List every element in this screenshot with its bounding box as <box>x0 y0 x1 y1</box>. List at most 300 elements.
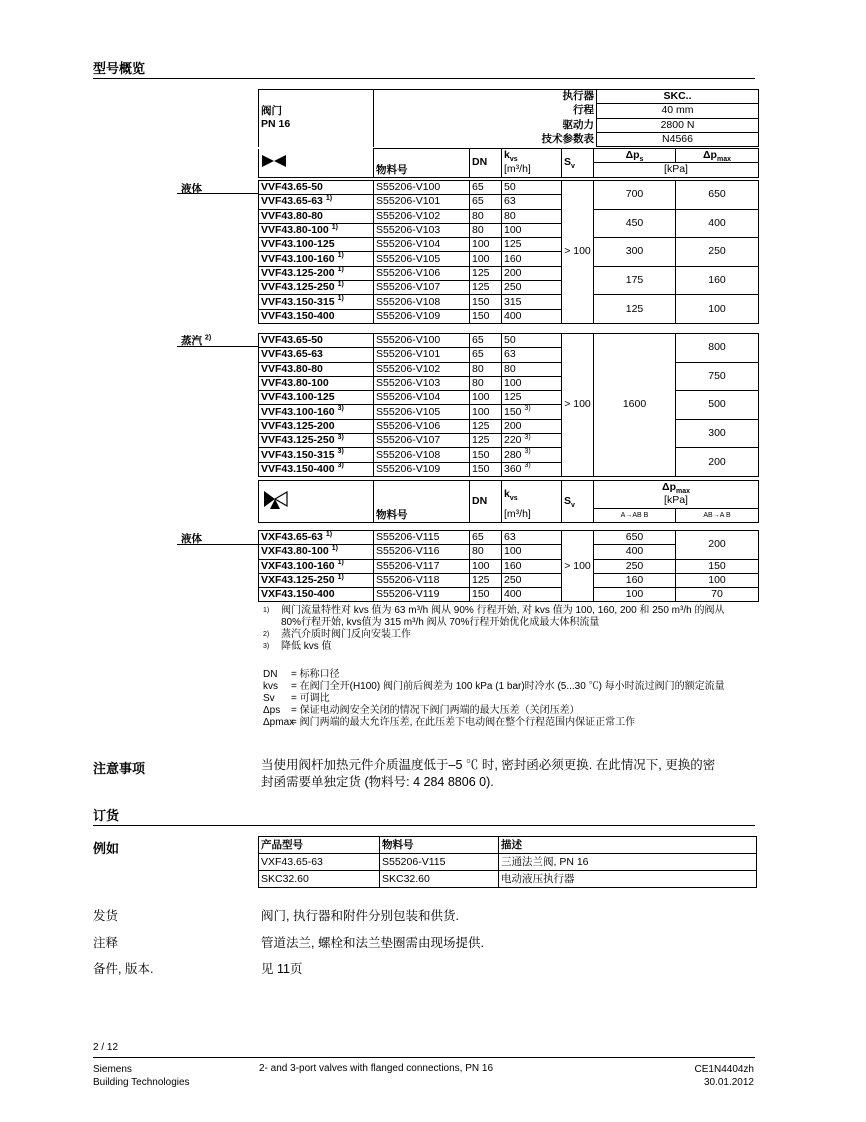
type-code: VVF43.150-400 <box>261 462 335 475</box>
dn-col-header: DN <box>470 149 502 178</box>
dn-value: 100 <box>470 559 502 573</box>
type-footnote-mark: 3) <box>337 405 344 413</box>
type-cell <box>259 266 374 280</box>
kvs-value: 360 <box>504 462 522 475</box>
kvs-value: 50 <box>504 181 516 194</box>
type-cell <box>259 531 374 545</box>
steam-label-sup: 2) <box>204 334 212 342</box>
three-way-valve-icon <box>261 488 291 510</box>
dn-value: 100 <box>470 252 502 266</box>
dpmax-ab-a-value: 150 <box>676 559 759 573</box>
order-cell: S55206-V115 <box>380 854 499 871</box>
dps-value: 175 <box>594 266 676 295</box>
type-footnote-mark: 1) <box>331 544 338 552</box>
kvs-cell <box>502 419 562 433</box>
dpmax-ab-a-value: 100 <box>676 573 759 587</box>
kvs-subscript: vs <box>509 156 518 163</box>
type-code: VVF43.80-100 <box>261 224 329 237</box>
dps-value: 300 <box>594 238 676 267</box>
legend-text: = 标称口径 <box>291 669 340 680</box>
type-cell <box>259 419 374 433</box>
type-code: VVF43.100-160 <box>261 405 335 418</box>
info-text: 管道法兰, 螺栓和法兰垫圈需由现场提供. <box>261 936 484 950</box>
type-code: VVF43.150-400 <box>261 309 335 322</box>
order-cell: 三通法兰阀, PN 16 <box>499 854 757 871</box>
table-row <box>259 238 759 252</box>
footnote-1 <box>263 605 753 629</box>
stroke-value: 40 mm <box>597 104 759 118</box>
dn-value: 125 <box>470 266 502 280</box>
dps-col-header <box>594 149 676 163</box>
type-code: VVF43.100-160 <box>261 252 335 265</box>
footnote-3 <box>263 641 753 653</box>
material-number: S55206-V104 <box>374 391 470 405</box>
two-way-liquid-table <box>258 180 759 324</box>
table-row <box>259 334 759 348</box>
port-ab-label: AB <box>632 511 642 519</box>
kvs-cell <box>502 295 562 309</box>
kvs-cell <box>502 209 562 223</box>
kvs-cell <box>502 309 562 323</box>
kvs-value: 315 <box>504 295 522 308</box>
kvs-value: 160 <box>504 252 522 265</box>
material-number: S55206-V108 <box>374 295 470 309</box>
kvs-value: 250 <box>502 573 562 587</box>
kvs-unit-3way: [m³/h] <box>502 508 562 522</box>
dps-value: 450 <box>594 209 676 238</box>
material-number: S55206-V101 <box>374 348 470 362</box>
dpmax-value: 160 <box>676 266 759 295</box>
legend-text: = 保证电动阀安全关闭的情况下阀门两端的最大压差（关闭压差） <box>291 705 580 716</box>
footer-company1: Siemens <box>93 1064 132 1075</box>
table-row <box>259 295 759 309</box>
legend <box>263 669 763 729</box>
kvs-value: 50 <box>504 334 516 347</box>
type-cell <box>259 462 374 476</box>
two-way-col-header <box>258 148 759 178</box>
port-a-label-2: A <box>719 511 725 519</box>
material-number: S55206-V104 <box>374 238 470 252</box>
kvs-value: 100 <box>502 545 562 559</box>
kvs-cell <box>502 238 562 252</box>
force-label: 驱动力 <box>374 118 597 132</box>
notes-heading: 注意事项 <box>93 761 146 776</box>
type-cell <box>259 434 374 448</box>
type-code: VVF43.65-63 <box>261 195 323 208</box>
material-col-header: 物料号 <box>374 149 470 178</box>
footnote-2-mark: 2) <box>263 631 270 638</box>
type-cell <box>259 252 374 266</box>
type-code: VXF43.65-63 <box>261 531 323 544</box>
type-code: VVF43.125-200 <box>261 419 335 432</box>
kvs-cell <box>502 195 562 209</box>
legend-row <box>263 693 763 705</box>
table-row <box>259 871 757 888</box>
type-cell <box>259 295 374 309</box>
type-cell <box>259 545 374 559</box>
footnote-1-mark: 1) <box>263 607 270 614</box>
type-cell <box>259 559 374 573</box>
type-cell <box>259 348 374 362</box>
type-cell <box>259 309 374 323</box>
type-code: VVF43.125-250 <box>261 434 335 447</box>
dn-value: 125 <box>470 419 502 433</box>
kvs-value: 125 <box>504 391 522 404</box>
dpmax-a-ab-value: 400 <box>594 545 676 559</box>
table-row <box>259 391 759 405</box>
dps-value: 700 <box>594 181 676 210</box>
dn-value: 150 <box>470 588 502 602</box>
sv-col-header-3way <box>562 481 594 523</box>
type-footnote-mark: 1) <box>337 559 344 567</box>
kvs-value: 160 <box>502 559 562 573</box>
sv-subscript: v <box>571 163 575 171</box>
type-cell <box>259 588 374 602</box>
dpmax-ab-a-value: 200 <box>676 531 759 560</box>
dn-col-header-3way: DN <box>470 481 502 523</box>
type-footnote-mark: 1) <box>337 280 344 288</box>
footer-doc-id: CE1N4404zh <box>694 1064 754 1075</box>
two-way-steam-table <box>258 333 759 477</box>
kvs-cell <box>502 448 562 462</box>
actuator-label: 执行器 <box>374 90 597 104</box>
kvs-value: 400 <box>502 588 562 602</box>
kvs-value: 125 <box>504 238 522 251</box>
dn-value: 150 <box>470 295 502 309</box>
kvs-footnote-mark: 3) <box>524 462 531 470</box>
type-footnote-mark: 1) <box>325 194 333 202</box>
header-table <box>258 89 759 147</box>
dpmax-3way-subscript: max <box>675 488 690 495</box>
port-ab-a-diagram: AB→A B <box>676 508 759 522</box>
kvs-value: 63 <box>504 348 516 361</box>
material-number: S55206-V102 <box>374 362 470 376</box>
type-footnote-mark: 1) <box>337 266 344 274</box>
kvs-cell <box>502 391 562 405</box>
liquid-label-rule <box>177 193 258 194</box>
dn-value: 125 <box>470 573 502 587</box>
kvs-cell <box>502 434 562 448</box>
liquid-label-3way: 液体 <box>181 533 202 545</box>
type-footnote-mark: 1) <box>337 295 344 303</box>
type-code: VVF43.80-100 <box>261 377 329 390</box>
dpmax-value: 100 <box>676 295 759 324</box>
dn-value: 150 <box>470 462 502 476</box>
dn-value: 65 <box>470 531 502 545</box>
table-row <box>259 209 759 223</box>
dpmax-value: 750 <box>676 362 759 391</box>
kvs-symbol-3way: k <box>504 488 510 501</box>
material-number: S55206-V107 <box>374 434 470 448</box>
force-value: 2800 N <box>597 118 759 132</box>
sv-value: > 100 <box>562 531 594 602</box>
legend-symbol: Δpmax <box>263 717 295 728</box>
kvs-cell <box>502 223 562 237</box>
valve-pn-cell <box>259 90 374 147</box>
footer-date: 30.01.2012 <box>703 1077 754 1088</box>
type-code: VVF43.125-200 <box>261 266 335 279</box>
footnote-3-mark: 3) <box>263 643 270 650</box>
material-number: S55206-V117 <box>374 559 470 573</box>
kvs-value: 200 <box>504 266 522 279</box>
three-way-liquid-table <box>258 530 759 602</box>
type-cell <box>259 376 374 390</box>
footnote-1-line2: 80%行程开始, kvs值为 315 m³/h 阀从 70%行程开始优化成最大体积流量 <box>281 617 600 628</box>
dpmax-value: 500 <box>676 391 759 420</box>
order-header-row <box>259 837 757 854</box>
kvs-col-header-3way <box>502 481 562 509</box>
footer-doc-title: 2- and 3-port valves with flanged connections, PN 16 <box>259 1063 494 1074</box>
kvs-footnote-mark: 3) <box>524 433 531 441</box>
kvs-cell <box>502 252 562 266</box>
legend-symbol: Δps <box>263 705 281 716</box>
info-label: 备件, 版本. <box>93 962 154 976</box>
kvs-cell <box>502 334 562 348</box>
dpmax-value: 300 <box>676 419 759 448</box>
type-footnote-mark: 1) <box>331 223 338 231</box>
type-footnote-mark: 1) <box>337 252 344 260</box>
type-cell <box>259 209 374 223</box>
type-code: VVF43.80-80 <box>261 209 323 222</box>
order-col-header: 产品型号 <box>259 837 380 854</box>
material-number: S55206-V103 <box>374 376 470 390</box>
dn-value: 80 <box>470 545 502 559</box>
kvs-value: 80 <box>504 362 516 375</box>
port-a-label: A <box>620 511 626 519</box>
material-number: S55206-V109 <box>374 462 470 476</box>
three-way-col-header <box>258 480 759 523</box>
dn-value: 65 <box>470 181 502 195</box>
type-code: VVF43.80-80 <box>261 362 323 375</box>
port-b-label: B <box>643 511 649 519</box>
sv-value: > 100 <box>562 181 594 324</box>
material-number: S55206-V106 <box>374 266 470 280</box>
kvs-value: 63 <box>502 531 562 545</box>
kvs-cell <box>502 462 562 476</box>
table-row <box>259 448 759 462</box>
material-number: S55206-V107 <box>374 281 470 295</box>
footnote-3-text: 降低 kvs 值 <box>281 641 332 652</box>
datasheet-label: 技术参数表 <box>374 132 597 146</box>
order-col-header: 描述 <box>499 837 757 854</box>
material-number: S55206-V100 <box>374 181 470 195</box>
order-divider <box>93 825 755 826</box>
legend-text: = 在阀门全开(H100) 阀门前后阀差为 100 kPa (1 bar)时冷水 (5...30 ℃) 每小时流过阀门的额定流量 <box>291 681 725 692</box>
kvs-cell <box>502 281 562 295</box>
dn-value: 65 <box>470 348 502 362</box>
kvs-value: 150 <box>504 405 522 418</box>
dpmax-value: 200 <box>676 448 759 477</box>
sv-symbol: S <box>564 156 572 169</box>
dn-value: 150 <box>470 309 502 323</box>
kvs-footnote-mark: 3) <box>524 448 531 456</box>
info-text: 阀门, 执行器和附件分别包装和供货. <box>261 909 459 923</box>
material-number: S55206-V115 <box>374 531 470 545</box>
kvs-value: 250 <box>504 281 522 294</box>
three-way-valve-symbol-cell <box>259 481 374 523</box>
kpa-3way-unit: [kPa] <box>594 494 759 508</box>
kvs-value: 400 <box>504 309 522 322</box>
kvs-value: 220 <box>504 434 522 447</box>
material-number: S55206-V119 <box>374 588 470 602</box>
table-row <box>259 531 759 545</box>
material-number: S55206-V106 <box>374 419 470 433</box>
legend-text: = 可调比 <box>291 693 330 704</box>
legend-symbol: kvs <box>263 681 278 692</box>
type-footnote-mark: 1) <box>337 573 344 581</box>
dn-value: 65 <box>470 334 502 348</box>
port-a-ab-diagram: A→AB B <box>594 508 676 522</box>
order-cell: 电动液压执行器 <box>499 871 757 888</box>
legend-symbol: DN <box>263 669 278 680</box>
dn-value: 100 <box>470 405 502 419</box>
type-code: VVF43.65-50 <box>261 334 323 347</box>
kvs-cell <box>502 362 562 376</box>
kvs-value: 100 <box>504 377 522 390</box>
kvs-unit: [m³/h] <box>502 163 562 177</box>
type-code: VXF43.100-160 <box>261 559 335 572</box>
info-text: 见 11页 <box>261 962 303 976</box>
dn-value: 80 <box>470 223 502 237</box>
type-code: VVF43.65-50 <box>261 181 323 194</box>
type-code: VVF43.150-315 <box>261 448 335 461</box>
dpmax-subscript: max <box>716 156 731 163</box>
material-number: S55206-V102 <box>374 209 470 223</box>
dn-value: 125 <box>470 281 502 295</box>
kvs-cell <box>502 181 562 195</box>
material-number: S55206-V101 <box>374 195 470 209</box>
kvs-cell <box>502 405 562 419</box>
type-cell <box>259 238 374 252</box>
type-footnote-mark: 1) <box>325 530 333 538</box>
dpmax-a-ab-value: 100 <box>594 588 676 602</box>
kvs-footnote-mark: 3) <box>524 405 531 413</box>
dpmax-symbol: Δp <box>703 149 717 162</box>
footnote-2-text: 蒸汽介质时阀门反向安装工作 <box>281 629 411 640</box>
material-number: S55206-V105 <box>374 405 470 419</box>
liquid-label: 液体 <box>181 183 202 195</box>
type-code: VVF43.125-250 <box>261 281 335 294</box>
dpmax-3way-header <box>594 481 759 495</box>
table-row <box>259 181 759 195</box>
dn-value: 80 <box>470 362 502 376</box>
dpmax-a-ab-value: 650 <box>594 531 676 545</box>
legend-row <box>263 717 763 729</box>
table-row <box>259 588 759 602</box>
steam-label-rule <box>177 346 258 347</box>
kvs-cell <box>502 376 562 390</box>
port-ab-label-2: AB <box>703 511 713 519</box>
kvs-cell <box>502 266 562 280</box>
footnote-1-line1: 阀门流量特性对 kvs 值为 63 m³/h 阀从 90% 行程开始, 对 kvs 值为 100, 160, 200 和 250 m³/h 的阀从 <box>281 605 725 616</box>
type-code: VVF43.65-63 <box>261 348 323 361</box>
kvs-value: 100 <box>504 224 522 237</box>
dn-value: 150 <box>470 448 502 462</box>
legend-symbol: Sv <box>263 693 275 704</box>
dpmax-value: 650 <box>676 181 759 210</box>
type-code: VVF43.100-125 <box>261 238 335 251</box>
dn-value: 80 <box>470 209 502 223</box>
dps-value: 125 <box>594 295 676 324</box>
table-row <box>259 559 759 573</box>
dpmax-col-header <box>676 149 759 163</box>
table-row <box>259 266 759 280</box>
footer-company2: Building Technologies <box>93 1077 190 1088</box>
dps-subscript: s <box>639 156 644 163</box>
material-col-header-3way: 物料号 <box>374 481 470 523</box>
order-heading: 订货 <box>93 808 120 823</box>
dn-value: 80 <box>470 376 502 390</box>
page-number: 2 / 12 <box>93 1042 119 1053</box>
type-code: VXF43.80-100 <box>261 545 329 558</box>
dn-value: 65 <box>470 195 502 209</box>
dn-value: 100 <box>470 238 502 252</box>
order-cell: VXF43.65-63 <box>259 854 380 871</box>
stroke-label: 行程 <box>374 104 597 118</box>
port-b-label-2: B <box>725 511 731 519</box>
dn-value: 100 <box>470 391 502 405</box>
legend-row <box>263 705 763 717</box>
material-number: S55206-V116 <box>374 545 470 559</box>
type-cell <box>259 223 374 237</box>
valve-label: 阀门 <box>261 105 282 118</box>
footnote-2 <box>263 629 753 641</box>
order-col-header: 物料号 <box>380 837 499 854</box>
dpmax-3way-symbol: Δp <box>662 481 676 494</box>
type-cell <box>259 391 374 405</box>
material-number: S55206-V118 <box>374 573 470 587</box>
order-cell: SKC32.60 <box>259 871 380 888</box>
table-row <box>259 573 759 587</box>
notes-line1: 当使用阀杆加热元件介质温度低于–5 ℃ 时, 密封函必须更换. 在此情况下, 更换的密 <box>261 758 716 772</box>
type-cell <box>259 405 374 419</box>
sv-value: > 100 <box>562 334 594 477</box>
type-cell <box>259 181 374 195</box>
type-cell <box>259 573 374 587</box>
type-code: VXF43.150-400 <box>261 588 335 601</box>
material-number: S55206-V105 <box>374 252 470 266</box>
type-code: VVF43.150-315 <box>261 295 335 308</box>
type-footnote-mark: 3) <box>337 433 344 441</box>
example-heading: 例如 <box>93 841 120 856</box>
table-row <box>259 854 757 871</box>
type-footnote-mark: 3) <box>337 448 344 456</box>
legend-text: = 阀门两端的最大允许压差, 在此压差下电动阀在整个行程范围内保证正常工作 <box>291 717 636 728</box>
footer-doc-info <box>695 1063 754 1089</box>
kvs-value: 280 <box>504 448 522 461</box>
kvs-col-header <box>502 149 562 163</box>
pn-label: PN 16 <box>261 118 291 131</box>
table-row <box>259 362 759 376</box>
footer-company <box>93 1063 190 1089</box>
type-code: VXF43.125-250 <box>261 574 335 587</box>
sv-col-header <box>562 149 594 178</box>
actuator-value: SKC.. <box>597 90 759 104</box>
datasheet-value: N4566 <box>597 132 759 146</box>
dn-value: 125 <box>470 434 502 448</box>
material-number: S55206-V103 <box>374 223 470 237</box>
dps-value: 1600 <box>594 334 676 477</box>
legend-row <box>263 669 763 681</box>
type-cell <box>259 448 374 462</box>
notes-line2: 封函需要单独定货 (物料号: 4 284 8806 0). <box>261 775 494 789</box>
sv-subscript-3way: v <box>571 502 575 510</box>
sv-symbol-3way: S <box>564 494 572 507</box>
footnotes <box>263 605 753 653</box>
notes-text <box>261 757 761 791</box>
order-table <box>258 836 757 888</box>
page-title: 型号概览 <box>93 61 146 76</box>
